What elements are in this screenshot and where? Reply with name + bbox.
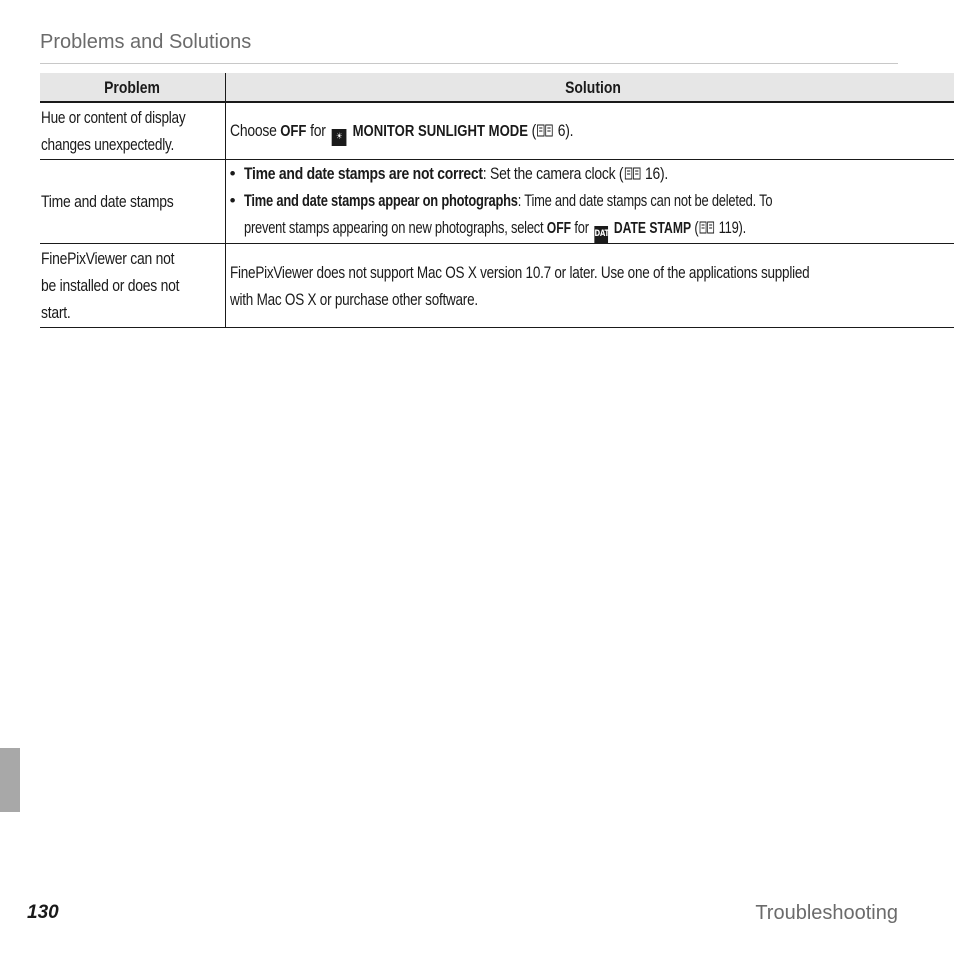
- problem-line: Hue or content of display: [41, 108, 186, 127]
- section-title: Problems and Solutions: [40, 31, 252, 53]
- chapter-title: Troubleshooting: [755, 902, 898, 924]
- problem-line: changes unexpectedly.: [41, 135, 175, 154]
- option-off: OFF: [279, 122, 307, 140]
- setting-name: MONITOR SUNLIGHT MODE: [352, 122, 528, 140]
- table-row: [40, 160, 954, 244]
- monitor-sunlight-icon: ☀: [331, 129, 346, 146]
- header-divider: [40, 63, 898, 64]
- problem-line: start.: [41, 303, 71, 322]
- troubleshooting-table: [40, 73, 954, 328]
- problem-cell: [40, 102, 225, 160]
- list-item: • Time and date stamps are not correct: Set the camera clock ( 16).: [230, 160, 954, 187]
- problem-line: FinePixViewer can not: [41, 249, 175, 268]
- solution-text: for: [309, 120, 326, 140]
- table-row: [40, 102, 954, 160]
- column-header-solution: Solution: [225, 73, 954, 102]
- book-icon: [536, 124, 552, 137]
- problem-cell: [40, 160, 225, 244]
- date-stamp-icon: DATE: [594, 226, 608, 243]
- option-off: OFF: [546, 220, 571, 237]
- bullet-heading: Time and date stamps appear on photographs: [243, 191, 518, 210]
- ref-open: (: [531, 120, 536, 140]
- problem-line: be installed or does not: [41, 276, 180, 295]
- chapter-side-tab: [0, 748, 20, 812]
- book-icon: [699, 221, 714, 234]
- solution-bullets: [230, 160, 954, 243]
- setting-name: DATE STAMP: [613, 220, 691, 237]
- solution-line: with Mac OS X or purchase other software.: [229, 289, 478, 309]
- solution-cell: [225, 160, 954, 244]
- table-row: [40, 244, 954, 328]
- column-header-problem: Problem: [40, 73, 225, 102]
- book-icon: [624, 167, 640, 180]
- table-header-row: [40, 73, 954, 102]
- solution-line: FinePixViewer does not support Mac OS X version 10.7 or later. Use one of the applications supplied: [229, 262, 809, 282]
- problem-cell: [40, 244, 225, 328]
- solution-cell: [225, 244, 954, 328]
- solution-cell: [225, 102, 954, 160]
- bullet-heading: Time and date stamps are not correct: [243, 164, 483, 183]
- solution-text: Choose: [229, 120, 277, 140]
- ref-page: 6).: [557, 120, 573, 140]
- list-item: • Time and date stamps appear on photographs: Time and date stamps can not be deleted. To prevent stamps appearing on new photographs, select OFF for DATE DATE STAMP ( 119).: [230, 187, 954, 243]
- page-number: 130: [27, 902, 59, 923]
- problem-line: Time and date stamps: [41, 192, 174, 211]
